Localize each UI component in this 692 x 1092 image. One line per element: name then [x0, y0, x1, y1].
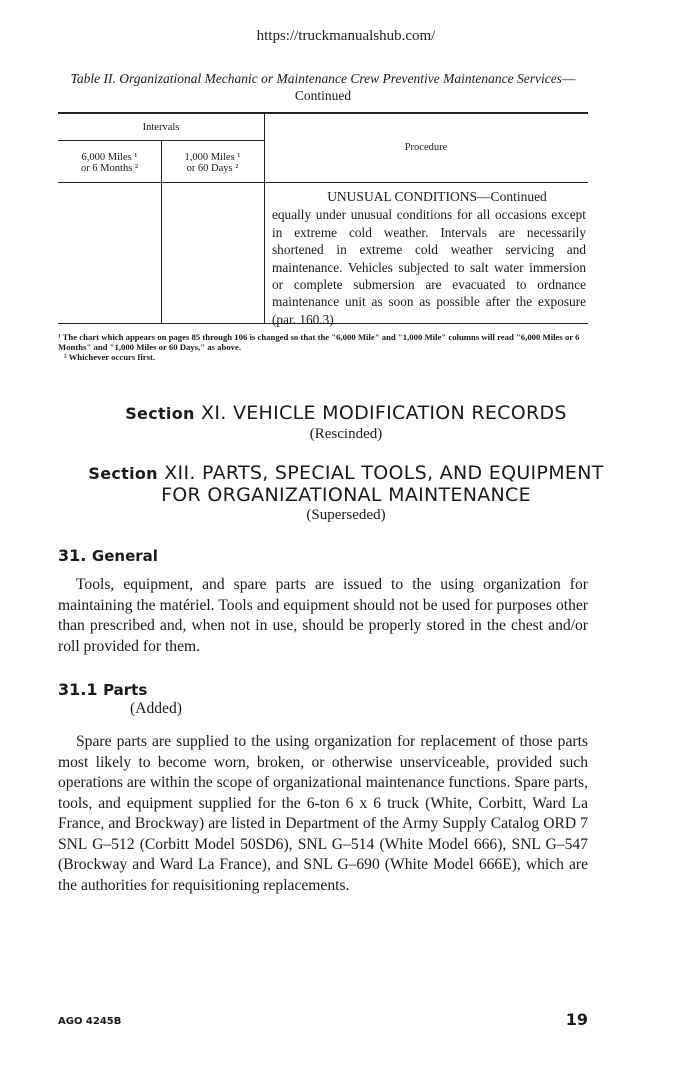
para-31-number: 31.: [58, 546, 87, 565]
maintenance-table: [58, 112, 588, 327]
source-url[interactable]: https://truckmanualshub.com/: [256, 28, 436, 44]
procedure-heading: UNUSUAL CONDITIONS—Continued: [327, 189, 547, 204]
footnote-2: ² Whichever occurs first.: [64, 352, 156, 362]
para-311-number: 31.1: [58, 680, 98, 699]
col-1000-header: [161, 152, 264, 174]
para-31-heading: [58, 546, 158, 565]
table-top-rule: [58, 112, 588, 114]
col-1000-line2: or 60 Days ²: [186, 163, 239, 174]
section-11-title: [0, 402, 692, 424]
table-caption-title: Table II. Organizational Mechanic or Maintenance Crew Preventive Maintenance Services: [70, 71, 562, 86]
para-311-title: Parts: [103, 681, 148, 699]
section-12-heading-line1: XII. PARTS, SPECIAL TOOLS, AND EQUIPMENT: [164, 462, 604, 484]
col-6000-line2: or 6 Months ²: [80, 163, 139, 174]
procedure-body: equally under unusual conditions for all occasions except in extreme cold weather. Intervals are necessarily shortened in extreme cold weather servicing and maintenance. Vehicles subjected to salt water immersion or complete submersion are evacuated to ordnance maintenance unit as soon as possible after the exposure (par. 160.3): [272, 207, 586, 327]
section-11-heading: XI. VEHICLE MODIFICATION RECORDS: [201, 402, 567, 424]
para-311-heading: [58, 680, 147, 699]
section-11-label: Section: [125, 404, 195, 423]
section-12-title: [0, 462, 692, 484]
para-311-text: Spare parts are supplied to the using organization for replacement of those parts most likely to become worn, broken, or otherwise unserviceable, provided such operations are within the scope of organizational maintenance functions. Spare parts, tools, and equipment supplied for the 6-ton 6 x 6 truck (White, Corbitt, Ward La France, and Brockway) are listed in Department of the Army Supply Catalog ORD 7 SNL G–512 (Corbitt Model 50SD6), SNL G–514 (White Model 666), SNL G–547 (Brockway and Ward La France), and SNL G–690 (White Model 666E), which are the authorities for requisitioning replacements.: [58, 733, 588, 894]
procedure-cell: [272, 188, 586, 328]
para-31-title: General: [91, 547, 158, 565]
table-footnotes: [58, 332, 588, 362]
col-6000-line1: 6,000 Miles ¹: [81, 152, 138, 163]
section-11-status: (Rescinded): [309, 426, 383, 442]
col-1000-line1: 1,000 Miles ¹: [184, 152, 241, 163]
table-caption-continued: —Continued: [294, 71, 576, 103]
col-6000-header: [58, 152, 161, 174]
footer-code: AGO 4245B: [58, 1016, 122, 1027]
section-12-status: (Superseded): [306, 507, 386, 523]
para-31-text: Tools, equipment, and spare parts are issued to the using organization for maintaining the matériel. Tools and equipment should not be used for purposes other than prescribed and, when not in use, should be properly stored in the chest and/or roll provided for them.: [58, 576, 588, 655]
procedure-header: Procedure: [404, 142, 448, 153]
para-311-status: (Added): [130, 700, 182, 717]
footnote-1: ¹ The chart which appears on pages 85 through 106 is changed so that the "6,000 Mile" and "1,000 Mile" columns will read "6,000 Miles or 6 Months" and "1,000 Miles or 60 Days," as above.: [58, 332, 580, 352]
header-bottom-rule: [58, 182, 588, 183]
table-bottom-rule: [58, 323, 588, 324]
page-number: 19: [565, 1010, 588, 1029]
table-caption: [58, 70, 588, 104]
section-12-label: Section: [88, 464, 158, 483]
section-12-heading-line2: FOR ORGANIZATIONAL MAINTENANCE: [161, 484, 531, 506]
intervals-header: Intervals: [142, 122, 180, 133]
